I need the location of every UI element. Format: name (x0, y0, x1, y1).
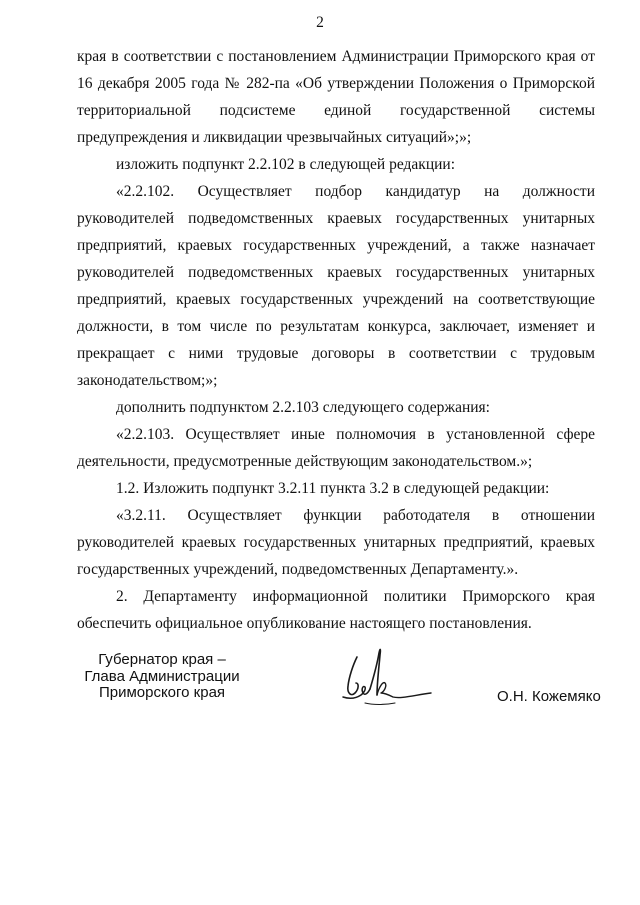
signatory-name: О.Н. Кожемяко (497, 688, 601, 705)
paragraph: изложить подпункт 2.2.102 в следующей редакции: (116, 156, 456, 173)
handwritten-signature-icon (335, 643, 435, 713)
signatory-title-line: Губернатор края – (98, 651, 226, 668)
paragraph: «2.2.102. Осуществляет подбор кандидатур на должности руководителей подведомственных краевых государственных унитарных предприятий, краевых государственных учреждений, а также назначает руководителей подведомственных краевых государственных унитарных предприятий, краевых государственных учреждений на соответствующие должности, в том числе по результатам конкурса, заключает, изменяет и прекращает с ними трудовые договоры в соответствии с трудовым законодательством;»; (77, 183, 595, 389)
signatory-title-line: Глава Администрации (84, 667, 240, 685)
document-body (77, 43, 595, 637)
signatory-title (77, 652, 247, 702)
paragraph: 1.2. Изложить подпункт 3.2.11 пункта 3.2 в следующей редакции: (116, 480, 550, 497)
paragraph: края в соответствии с постановлением Администрации Приморского края от 16 декабря 2005 года № 282-па «Об утверждении Положения о Приморской территориальной подсистеме единой государственной системы предупреждения и ликвидации чрезвычайных ситуаций»;»; (77, 48, 595, 146)
paragraph: «3.2.11. Осуществляет функции работодателя в отношении руководителей краевых государственных унитарных предприятий, краевых государственных учреждений, подведомственных Департаменту.». (77, 507, 595, 578)
paragraph: «2.2.103. Осуществляет иные полномочия в установленной сфере деятельности, предусмотренные действующим законодательством.»; (77, 426, 595, 470)
signatory-title-line: Приморского края (98, 684, 226, 701)
page-number: 2 (316, 14, 324, 31)
paragraph: 2. Департаменту информационной политики Приморского края обеспечить официальное опубликование настоящего постановления. (77, 588, 595, 632)
paragraph: дополнить подпунктом 2.2.103 следующего содержания: (116, 399, 490, 416)
